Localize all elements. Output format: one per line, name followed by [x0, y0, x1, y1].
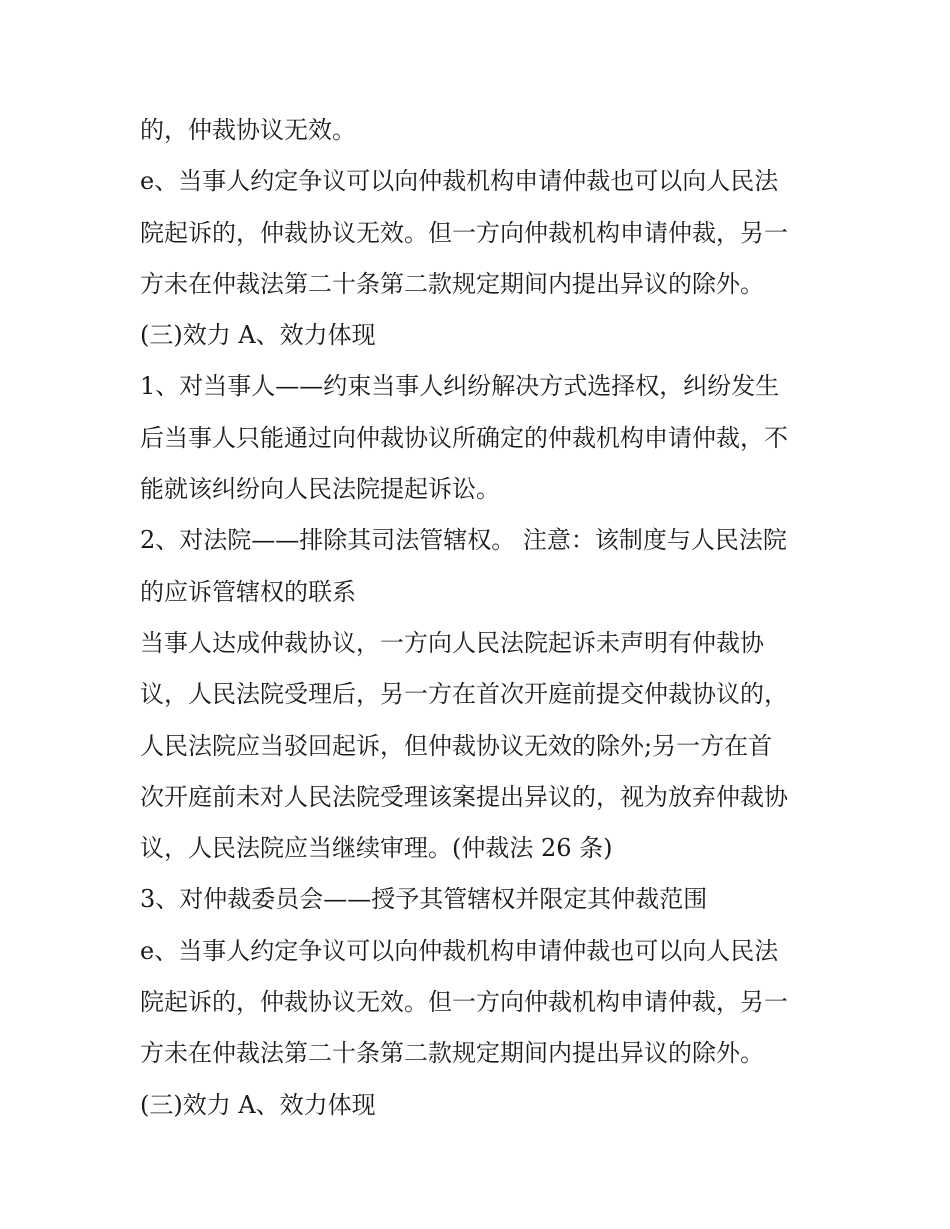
text-line: 当事人达成仲裁协议，一方向人民法院起诉未声明有仲裁协	[140, 628, 764, 657]
text-line: 院起诉的，仲裁协议无效。但一方向仲裁机构申请仲裁，另一	[140, 218, 788, 247]
text-line: 议，人民法院应当继续审理。(仲裁法 26 条)	[140, 834, 613, 863]
section-heading: (三)效力 A、效力体现	[140, 1090, 376, 1119]
text-line: 的应诉管辖权的联系	[140, 577, 356, 606]
text-line: 后当事人只能通过向仲裁协议所确定的仲裁机构申请仲裁，不	[140, 423, 788, 452]
text-line: e、当事人约定争议可以向仲裁机构申请仲裁也可以向人民法	[140, 936, 779, 965]
text-line: 议，人民法院受理后，另一方在首次开庭前提交仲裁协议的，	[140, 680, 788, 709]
text-line: 方未在仲裁法第二十条第二款规定期间内提出异议的除外。	[140, 269, 764, 298]
text-line: 的，仲裁协议无效。	[140, 116, 356, 144]
text-line: 2、对法院——排除其司法管辖权。 注意：该制度与人民法院	[140, 526, 787, 555]
text-line: 1、对当事人——约束当事人纠纷解决方式选择权，纠纷发生	[140, 372, 780, 401]
text-line: 3、对仲裁委员会——授予其管辖权并限定其仲裁范围	[140, 885, 708, 914]
text-line: 次开庭前未对人民法院受理该案提出异议的，视为放弃仲裁协	[140, 782, 788, 811]
text-line: 院起诉的，仲裁协议无效。但一方向仲裁机构申请仲裁，另一	[140, 988, 788, 1017]
text-line: 能就该纠纷向人民法院提起诉讼。	[140, 475, 500, 504]
section-heading: (三)效力 A、效力体现	[140, 321, 376, 350]
text-line: 方未在仲裁法第二十条第二款规定期间内提出异议的除外。	[140, 1039, 764, 1068]
text-line: 人民法院应当驳回起诉，但仲裁协议无效的除外;另一方在首	[140, 731, 773, 760]
text-line: e、当事人约定争议可以向仲裁机构申请仲裁也可以向人民法	[140, 167, 779, 196]
document-body	[140, 105, 820, 1131]
